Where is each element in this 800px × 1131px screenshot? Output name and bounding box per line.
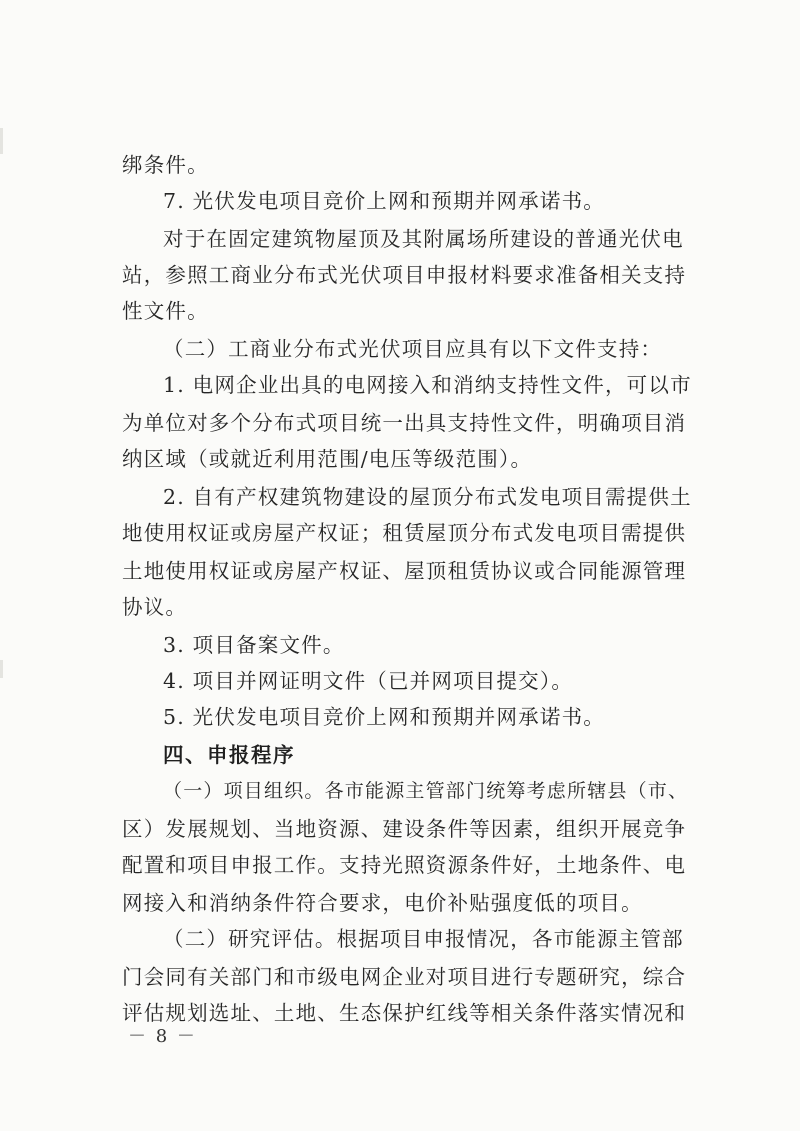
paragraph-line: 土地使用权证或房屋产权证、屋顶租赁协议或合同能源管理 bbox=[122, 559, 687, 583]
list-item-7: 7. 光伏发电项目竞价上网和预期并网承诺书。 bbox=[163, 189, 605, 213]
paragraph-line: 纳区域（或就近利用范围/电压等级范围）。 bbox=[122, 447, 533, 471]
subsection-heading: （二）工商业分布式光伏项目应具有以下文件支持： bbox=[163, 337, 663, 361]
paragraph-line: 网接入和消纳条件符合要求，电价补贴强度低的项目。 bbox=[122, 891, 643, 915]
list-item-5: 5. 光伏发电项目竞价上网和预期并网承诺书。 bbox=[163, 705, 605, 729]
paragraph-line: 绑条件。 bbox=[122, 153, 209, 177]
paragraph-line: 对于在固定建筑物屋顶及其附属场所建设的普通光伏电 bbox=[163, 227, 684, 251]
paragraph-line: 地使用权证或房屋产权证；租赁屋顶分布式发电项目需提供 bbox=[122, 521, 687, 545]
list-item-4: 4. 项目并网证明文件（已并网项目提交）。 bbox=[163, 669, 574, 693]
section-heading: 四、申报程序 bbox=[163, 743, 295, 767]
scan-edge-mark bbox=[0, 660, 3, 678]
paragraph-line: 评估规划选址、土地、生态保护红线等相关条件落实情况和 bbox=[122, 1001, 687, 1025]
list-item-1: 1. 电网企业出具的电网接入和消纳支持性文件，可以市 bbox=[163, 373, 692, 397]
paragraph-line: 为单位对多个分布式项目统一出具支持性文件，明确项目消 bbox=[122, 411, 687, 435]
paragraph-line: 性文件。 bbox=[122, 299, 209, 323]
paragraph-line: 配置和项目申报工作。支持光照资源条件好，土地条件、电 bbox=[122, 853, 687, 877]
paragraph-line: 协议。 bbox=[122, 595, 188, 619]
list-item-3: 3. 项目备案文件。 bbox=[163, 633, 345, 657]
paragraph-line: 门会同有关部门和市级电网企业对项目进行专题研究，综合 bbox=[122, 965, 687, 989]
paragraph-line: （二）研究评估。根据项目申报情况，各市能源主管部 bbox=[163, 927, 684, 951]
paragraph-line: 站，参照工商业分布式光伏项目申报材料要求准备相关支持 bbox=[122, 263, 687, 287]
page-number: － 8 － bbox=[128, 1026, 197, 1047]
list-item-2: 2. 自有产权建筑物建设的屋顶分布式发电项目需提供土 bbox=[163, 485, 692, 509]
paragraph-line: （一）项目组织。各市能源主管部门统筹考虑所辖县（市、 bbox=[163, 780, 689, 802]
scan-edge-mark bbox=[0, 128, 3, 154]
paragraph-line: 区）发展规划、当地资源、建设条件等因素，组织开展竞争 bbox=[122, 817, 687, 841]
